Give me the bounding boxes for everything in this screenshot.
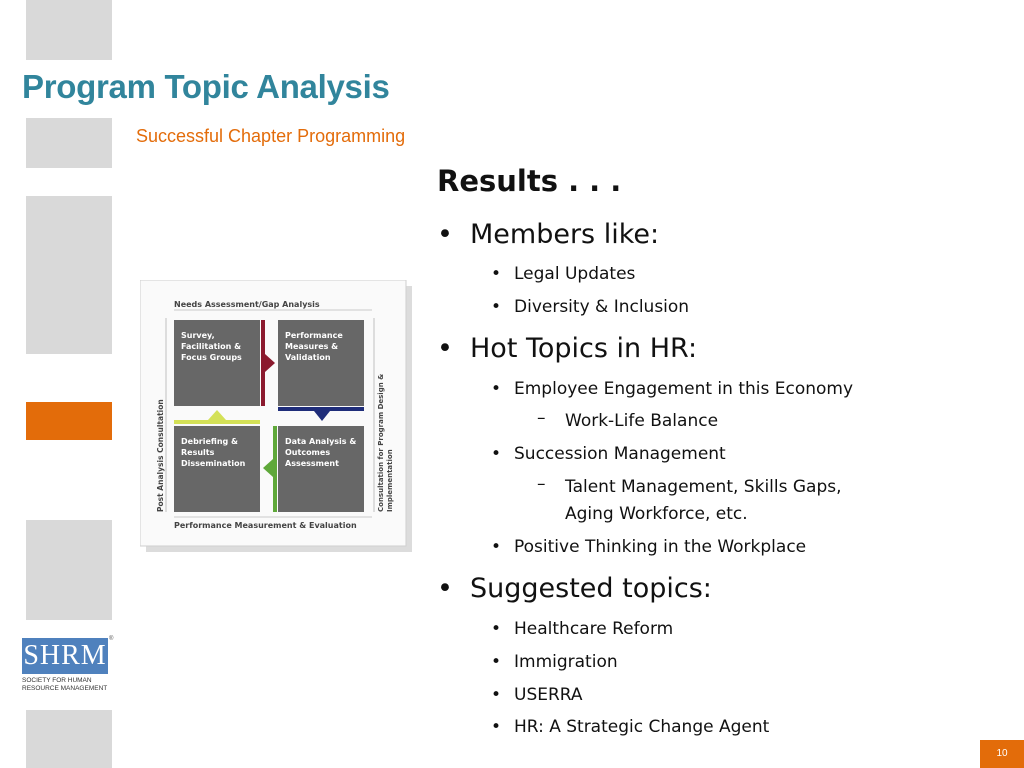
registered-mark: ® — [109, 636, 114, 642]
diagram-left-label: Post Analysis Consultation — [156, 399, 165, 512]
slide-subtitle: Successful Chapter Programming — [136, 126, 406, 146]
diagram-top-label: Needs Assessment/Gap Analysis — [174, 300, 320, 309]
box-label: Dissemination — [181, 459, 246, 468]
diagram-bottom-label: Performance Measurement & Evaluation — [174, 521, 357, 530]
list-item: • Succession Management — [491, 444, 726, 464]
side-block — [26, 196, 112, 354]
side-block — [26, 0, 112, 60]
box-label: Validation — [285, 353, 331, 362]
arrow-blue-bar — [278, 407, 364, 411]
arrow-yellow-bar — [174, 420, 260, 424]
bullet-icon: • — [437, 573, 453, 604]
list-item: • Legal Updates — [491, 264, 636, 284]
box-label: Measures & — [285, 342, 339, 351]
bullet-icon: • — [437, 333, 453, 364]
dash-icon: – — [537, 408, 546, 428]
diagram-right-label-2: Implementation — [386, 449, 394, 512]
diagram-right-label-1: Consultation for Program Design & — [377, 373, 385, 512]
list-item: • USERRA — [491, 685, 583, 705]
side-block — [26, 118, 112, 168]
shrm-logo — [22, 638, 114, 694]
bullet-icon: • — [491, 685, 502, 705]
page-number: 10 — [980, 740, 1024, 768]
list-item: • Hot Topics in HR: — [437, 333, 698, 364]
box-label: Facilitation & — [181, 342, 242, 351]
bullet-icon: • — [491, 264, 502, 284]
list-item: – Talent Management, Skills Gaps, Aging Workforce, etc. — [537, 474, 842, 524]
arrow-red-bar — [261, 320, 265, 406]
bullet-icon: • — [491, 652, 502, 672]
side-block — [26, 520, 112, 620]
bullet-icon: • — [437, 219, 453, 250]
list-item: • Employee Engagement in this Economy — [491, 379, 854, 399]
box-label: Assessment — [285, 459, 339, 468]
list-item: • HR: A Strategic Change Agent — [491, 717, 770, 737]
box-label: Focus Groups — [181, 353, 242, 362]
bullet-icon: • — [491, 444, 502, 464]
logo-caption-line1: SOCIETY FOR HUMAN — [22, 677, 92, 684]
box-label: Performance — [285, 331, 343, 340]
bullet-icon: • — [491, 297, 502, 317]
logo-caption-line2: RESOURCE MANAGEMENT — [22, 685, 108, 692]
side-block — [26, 710, 112, 768]
bullet-icon: • — [491, 717, 502, 737]
list-item: • Diversity & Inclusion — [491, 297, 690, 317]
box-label: Outcomes — [285, 448, 331, 457]
results-heading: Results . . . — [437, 164, 622, 198]
dash-icon: – — [537, 474, 546, 494]
logo-wordmark: SHRM — [23, 640, 107, 671]
box-label: Results — [181, 448, 215, 457]
bullet-icon: • — [491, 379, 502, 399]
box-label: Data Analysis & — [285, 437, 357, 446]
list-item: – Work-Life Balance — [537, 408, 719, 431]
box-label: Debriefing & — [181, 437, 239, 446]
arrow-green-bar — [273, 426, 277, 512]
list-item: • Immigration — [491, 652, 618, 672]
bullet-icon: • — [491, 537, 502, 557]
side-block-accent — [26, 402, 112, 440]
bullet-icon: • — [491, 619, 502, 639]
list-item: • Positive Thinking in the Workplace — [491, 537, 807, 557]
box-label: Survey, — [181, 331, 215, 340]
list-item: • Healthcare Reform — [491, 619, 674, 639]
slide-title: Program Topic Analysis — [22, 68, 390, 105]
list-item: • Suggested topics: — [437, 573, 712, 604]
list-item: • Members like: — [437, 219, 660, 250]
process-diagram — [140, 280, 412, 552]
